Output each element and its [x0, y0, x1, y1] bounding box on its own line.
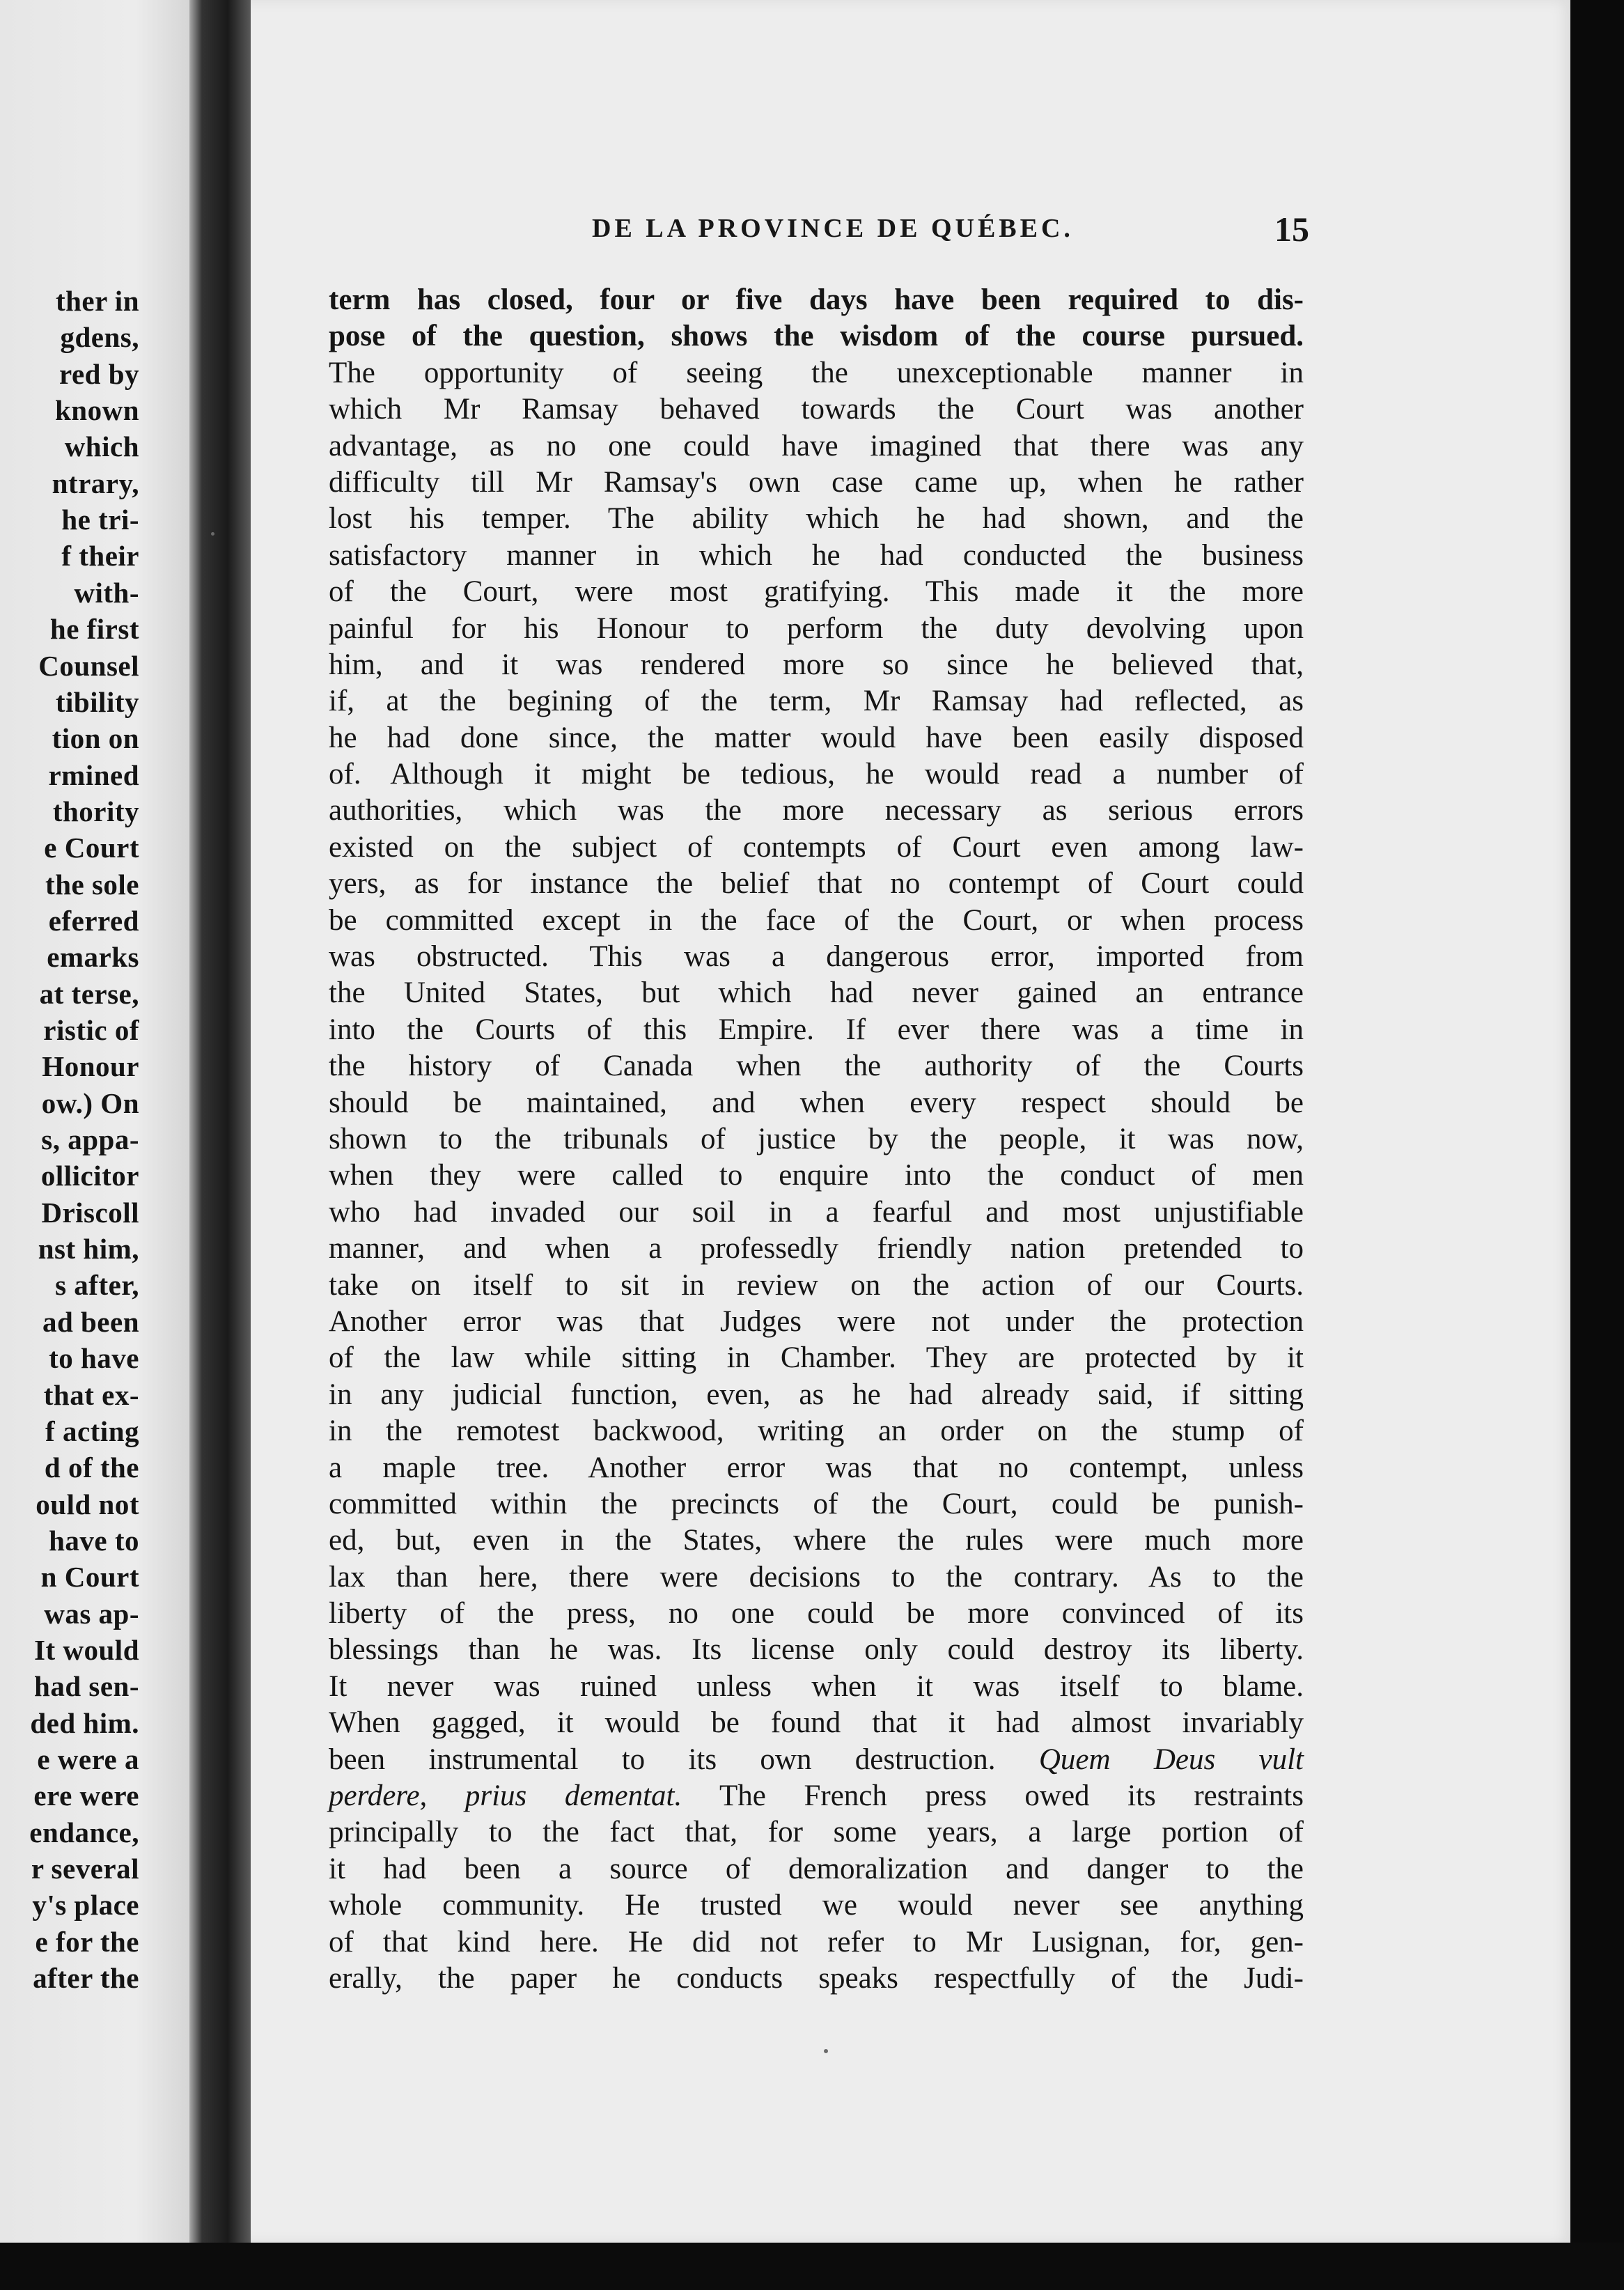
left-page-fragment: Honour	[42, 1050, 139, 1083]
text-line: into the Courts of this Empire. If ever there was a time in	[329, 1013, 1304, 1046]
text-line: if, at the begining of the term, Mr Ramsay had reflected, as	[329, 685, 1304, 718]
text-line: ed, but, even in the States, where the rules were much more	[329, 1524, 1304, 1557]
left-page-fragment: ould not	[36, 1488, 139, 1520]
text-line: whole community. He trusted we would never see anything	[329, 1889, 1304, 1922]
running-title: DE LA PROVINCE DE QUÉBEC.	[592, 214, 1074, 243]
text-line: difficulty till Mr Ramsay's own case came up, when he rather	[329, 465, 1304, 499]
text-line: of that kind here. He did not refer to Mr Lusignan, for, gen-	[329, 1925, 1304, 1958]
speck-mark	[824, 2049, 828, 2053]
left-page-fragment: Driscoll	[41, 1196, 139, 1229]
left-page-fragment: ther in	[55, 285, 139, 317]
text-line: the history of Canada when the authority of the Courts	[329, 1050, 1304, 1083]
left-page-fragment: the sole	[45, 868, 139, 901]
text-line: of. Although it might be tedious, he would read a number of	[329, 758, 1304, 791]
text-line: term has closed, four or five days have been required to dis-	[329, 283, 1304, 316]
left-page-fragment: red by	[58, 357, 139, 390]
left-page-fragment: to have	[49, 1342, 139, 1375]
speck-mark	[211, 532, 214, 536]
text-line: he had done since, the matter would have been easily disposed	[329, 721, 1304, 754]
text-line: him, and it was rendered more so since he believed that,	[329, 648, 1304, 681]
text-line: pose of the question, shows the wisdom of the course pursued.	[329, 320, 1304, 353]
text-line: lost his temper. The ability which he had shown, and the	[329, 502, 1304, 536]
text-line: the United States, but which had never gained an entrance	[329, 976, 1304, 1010]
page-number: 15	[1274, 210, 1309, 249]
left-page-fragment: that ex-	[43, 1378, 139, 1411]
text-line: a maple tree. Another error was that no contempt, unless	[329, 1451, 1304, 1484]
left-page-fragment: e were a	[37, 1743, 139, 1775]
left-page-fragment: he tri-	[61, 504, 139, 536]
text-line: advantage, as no one could have imagined that there was any	[329, 429, 1304, 462]
text-line: committed within the precincts of the Court, could be punish-	[329, 1487, 1304, 1520]
text-line: authorities, which was the more necessary as serious errors	[329, 794, 1304, 827]
text-line: The opportunity of seeing the unexceptionable manner in	[329, 356, 1304, 389]
left-page-fragment: had sen-	[34, 1670, 139, 1703]
text-line: of the law while sitting in Chamber. They are protected by it	[329, 1341, 1304, 1375]
text-line: principally to the fact that, for some years, a large portion of	[329, 1816, 1304, 1849]
left-page-fragment: gdens,	[60, 321, 139, 354]
left-page-fragment: was ap-	[44, 1597, 139, 1630]
text-line: should be maintained, and when every respect should be	[329, 1086, 1304, 1119]
text-line: it had been a source of demoralization and danger to the	[329, 1852, 1304, 1885]
page-header	[592, 210, 1309, 255]
text-line: was obstructed. This was a dangerous error, imported from	[329, 940, 1304, 974]
left-page-fragment: known	[54, 394, 139, 427]
left-page-fragment: at terse,	[39, 977, 139, 1010]
left-page-fragment: nst him,	[38, 1233, 139, 1265]
body-text	[329, 282, 1304, 1997]
text-line: who had invaded our soil in a fearful and most unjustifiable	[329, 1195, 1304, 1229]
text-line: satisfactory manner in which he had conducted the business	[329, 538, 1304, 572]
text-line: painful for his Honour to perform the duty devolving upon	[329, 612, 1304, 645]
text-line: yers, as for instance the belief that no contempt of Court could	[329, 867, 1304, 901]
left-page-fragment: e Court	[44, 832, 139, 864]
left-page-fragment: e for the	[35, 1925, 139, 1958]
text-line: take on itself to sit in review on the action of our Courts.	[329, 1268, 1304, 1302]
text-line: be committed except in the face of the Court, or when process	[329, 903, 1304, 937]
left-page-fragment: ded him.	[30, 1706, 139, 1739]
left-page-fragment: emarks	[47, 941, 139, 974]
left-page-fragment: tion on	[52, 722, 139, 755]
left-page-fragment: ntrary,	[52, 467, 139, 499]
left-page-fragment: f their	[61, 540, 139, 572]
left-page-fragment: f acting	[45, 1415, 139, 1447]
left-page-fragment: r several	[31, 1853, 139, 1885]
left-page-fragment: ad been	[42, 1305, 139, 1338]
text-line: Another error was that Judges were not under the protection	[329, 1304, 1304, 1338]
text-line: when they were called to enquire into the conduct of men	[329, 1159, 1304, 1192]
left-page-fragment: ristic of	[43, 1014, 139, 1046]
left-page-fragment: with-	[74, 576, 139, 609]
text-line: perdere, prius dementat. The French press owed its restraints	[329, 1779, 1304, 1813]
text-line: erally, the paper he conducts speaks respectfully of the Judi-	[329, 1961, 1304, 1995]
left-page-fragment: ow.) On	[41, 1086, 139, 1119]
left-page-fragment: thority	[52, 795, 139, 827]
latin-quote: perdere, prius dementat.	[329, 1779, 682, 1813]
left-page-fragment: n Court	[40, 1561, 139, 1594]
text-line: When gagged, it would be found that it had almost invariably	[329, 1706, 1304, 1740]
text-line: It never was ruined unless when it was itself to blame.	[329, 1669, 1304, 1703]
text-line: in the remotest backwood, writing an order on the stump of	[329, 1415, 1304, 1448]
left-page-fragment: s after,	[55, 1269, 139, 1302]
text-line: manner, and when a professedly friendly nation pretended to	[329, 1232, 1304, 1265]
text-line: been instrumental to its own destruction. Quem Deus vult	[329, 1743, 1304, 1776]
text-line: existed on the subject of contempts of Court even among law-	[329, 830, 1304, 864]
text-line: in any judicial function, even, as he had already said, if sitting	[329, 1378, 1304, 1411]
left-page-fragment: d of the	[44, 1451, 139, 1484]
left-page-fragment: which	[64, 430, 139, 463]
text-line: blessings than he was. Its license only could destroy its liberty.	[329, 1633, 1304, 1667]
scan-bottom-edge	[0, 2243, 1624, 2290]
left-page-fragment: Counsel	[38, 649, 139, 682]
left-page-fragment: tibility	[55, 685, 139, 718]
left-page-fragment: y's place	[32, 1889, 139, 1922]
scan-right-edge	[1570, 0, 1624, 2290]
left-page-fragment: he first	[49, 613, 139, 646]
left-page-fragment: endance,	[29, 1816, 139, 1848]
left-page-fragment: ollicitor	[40, 1160, 139, 1192]
text-line: of the Court, were most gratifying. This made it the more	[329, 575, 1304, 609]
left-page-fragment: eferred	[48, 904, 139, 937]
left-page-fragment: s, appa-	[41, 1123, 139, 1156]
left-page-fragment: ere were	[33, 1779, 139, 1812]
left-page	[0, 0, 194, 2243]
text-line: lax than here, there were decisions to the contrary. As to the	[329, 1560, 1304, 1594]
left-page-fragment: after the	[33, 1962, 139, 1995]
text-line: liberty of the press, no one could be more convinced of its	[329, 1597, 1304, 1630]
text-line: which Mr Ramsay behaved towards the Court was another	[329, 393, 1304, 426]
latin-quote: Quem Deus vult	[1038, 1743, 1304, 1776]
left-page-fragment: have to	[49, 1524, 139, 1557]
left-page-fragment: rmined	[48, 758, 139, 791]
left-page-fragment: It would	[34, 1633, 139, 1666]
book-gutter	[189, 0, 259, 2243]
text-line: shown to the tribunals of justice by the people, it was now,	[329, 1122, 1304, 1155]
